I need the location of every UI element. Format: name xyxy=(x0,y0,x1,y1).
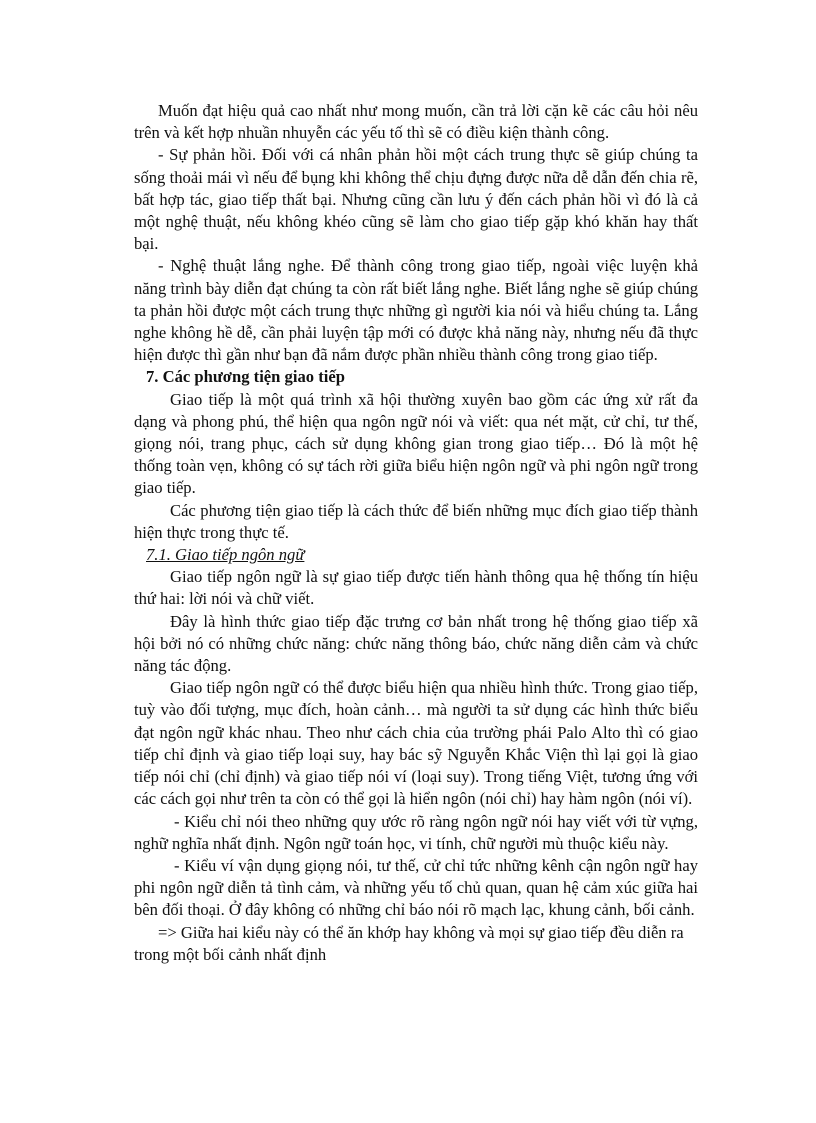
paragraph-communication-process: Giao tiếp là một quá trình xã hội thường xuyên bao gồm các ứng xử rất đa dạng và phong phú, thể hiện qua ngôn ngữ nói và viết: qua nét mặt, cử chỉ, tư thế, giọng nói, trang phục, cách sử dụng không gian trong giao tiếp… Đó là một hệ thống toàn vẹn, không có sự tách rời giữa biểu hiện ngôn ngữ và phi ngôn ngữ trong giao tiếp. xyxy=(134,389,698,498)
paragraph-verbal-definition: Giao tiếp ngôn ngữ là sự giao tiếp được tiến hành thông qua hệ thống tín hiệu thứ hai: lời nói và chữ viết. xyxy=(134,567,698,609)
paragraph-direct-style: - Kiểu chỉ nói theo những quy ước rõ ràng ngôn ngữ nói hay viết với từ vựng, nghữ nghĩa nhất định. Ngôn ngữ toán học, vi tính, chữ người mù thuộc kiểu này. xyxy=(134,811,698,853)
paragraph-verbal-forms: Giao tiếp ngôn ngữ có thể được biểu hiện qua nhiều hình thức. Trong giao tiếp, tuỳ vào đối tượng, mục đích, hoàn cảnh… mà người ta sử dụng các hình thức biểu đạt ngôn ngữ khác nhau. Theo như cách chia của trường phái Palo Alto thì có giao tiếp chỉ định và giao tiếp loại suy, hay bác sỹ Nguyễn Khắc Viện thì lại gọi là giao tiếp nói chỉ (chỉ định) và giao tiếp nói ví (loại suy). Trong tiếng Việt, tương ứng với các cách gọi như trên ta còn có thể gọi là hiển ngôn (nói chỉ) hay hàm ngôn (nói ví). xyxy=(134,678,698,809)
subsection-heading-7-1: 7.1. Giao tiếp ngôn ngữ xyxy=(146,545,305,565)
paragraph-verbal-functions: Đây là hình thức giao tiếp đặc trưng cơ bản nhất trong hệ thống giao tiếp xã hội bởi nó có những chức năng: chức năng thông báo, chức năng diễn cảm và chức năng tác động. xyxy=(134,611,698,676)
paragraph-conclusion: Muốn đạt hiệu quả cao nhất như mong muốn, cần trả lời cặn kẽ các câu hỏi nêu trên và kết hợp nhuần nhuyễn các yếu tố thì sẽ có điều kiện thành công. xyxy=(134,101,698,143)
section-heading-7: 7. Các phương tiện giao tiếp xyxy=(146,367,345,387)
paragraph-feedback: - Sự phản hồi. Đối với cá nhân phản hồi một cách trung thực sẽ giúp chúng ta sống thoải mái vì nếu để bụng khi không thể chịu đựng được nữa dễ dẫn đến chia rẽ, bất hợp tác, giao tiếp thất bại. Nhưng cũng cần lưu ý đến cách phản hồi vì đó là cả một nghệ thuật, nếu không khéo cũng sẽ làm cho giao tiếp gặp khó khăn hay thất bại. xyxy=(134,145,698,254)
paragraph-communication-means: Các phương tiện giao tiếp là cách thức để biến những mục đích giao tiếp thành hiện thực trong thực tế. xyxy=(134,500,698,542)
paragraph-summary: => Giữa hai kiểu này có thể ăn khớp hay không và mọi sự giao tiếp đều diễn ra trong một bối cảnh nhất định xyxy=(134,922,684,964)
document-body xyxy=(134,100,698,966)
paragraph-listening: - Nghệ thuật lắng nghe. Để thành công trong giao tiếp, ngoài việc luyện khả năng trình bày diễn đạt chúng ta còn rất biết lắng nghe. Biết lắng nghe sẽ giúp chúng ta phản hồi được một cách trung thực những gì người kia nói và hiểu chúng ta. Lắng nghe không hề dễ, cần phải luyện tập mới có được khả năng này, nhưng nếu đã thực hiện được thì gần như bạn đã nắm được phần nhiều thành công trong giao tiếp. xyxy=(134,256,698,365)
paragraph-indirect-style: - Kiểu ví vận dụng giọng nói, tư thế, cử chỉ tức những kênh cận ngôn ngữ hay phi ngôn ngữ diễn tả tình cảm, và những yếu tố chủ quan, quan hệ cảm xúc giữa hai bên đối thoại. Ở đây không có những chỉ báo nói rõ mạch lạc, khung cảnh, bối cảnh. xyxy=(134,855,698,920)
